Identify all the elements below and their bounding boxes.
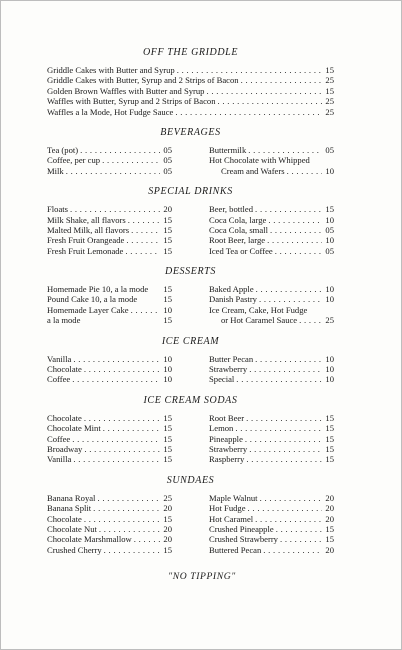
menu-item-name: Root Beer <box>209 412 245 423</box>
menu-item <box>209 246 334 256</box>
menu-item-name: Buttermilk <box>209 144 247 155</box>
menu-item-price: 15 <box>325 454 334 465</box>
menu-item-name: Ice Cream, Cake, Hot Fudge <box>209 304 308 315</box>
menu-item-price: 15 <box>325 443 334 454</box>
menu-item-name: Griddle Cakes with Butter, Syrup and 2 Strips of Bacon <box>47 75 239 86</box>
menu-item-name: a la mode <box>47 315 81 326</box>
dot-leader <box>248 145 322 155</box>
menu-item-name: Golden Brown Waffles with Butter and Syrup <box>47 85 205 96</box>
right-column <box>209 413 334 465</box>
menu-item <box>209 524 334 534</box>
menu-item-price: 05 <box>325 245 334 256</box>
section-ice-cream <box>47 336 334 385</box>
menu-item <box>47 374 172 384</box>
menu-item-name: Milk Shake, all flavors <box>47 214 126 225</box>
menu-item-name: Coca Cola, small <box>209 224 268 235</box>
dot-leader <box>104 545 160 555</box>
menu-item-name: Homemade Layer Cake <box>47 304 129 315</box>
menu-item <box>209 364 334 374</box>
menu-item-price: 10 <box>325 214 334 225</box>
menu-item-name: Waffles a la Mode, Hot Fudge Sauce <box>47 106 174 117</box>
menu-item-price: 15 <box>325 523 334 534</box>
dot-leader <box>275 246 322 256</box>
menu-item <box>47 545 172 555</box>
dot-leader <box>249 444 322 454</box>
two-column-list <box>47 493 334 555</box>
menu-item-price: 10 <box>163 304 172 315</box>
menu-item <box>209 354 334 364</box>
menu-item-price: 05 <box>163 155 172 166</box>
menu-item-price: 20 <box>163 503 172 514</box>
menu-item <box>209 305 334 315</box>
menu-item-name: Maple Walnut <box>209 492 258 503</box>
menu-item-price: 15 <box>163 214 172 225</box>
menu-item-name: Strawberry <box>209 443 248 454</box>
dot-leader <box>299 315 322 325</box>
menu-item <box>209 294 334 304</box>
menu-item <box>209 503 334 513</box>
dot-leader <box>66 166 160 176</box>
section-heading: SUNDAES <box>166 474 215 486</box>
menu-item-name: Milk <box>47 165 64 176</box>
menu-item-price: 05 <box>163 144 172 155</box>
menu-item-name: Coffee <box>47 374 71 385</box>
menu-item <box>209 534 334 544</box>
section-off-the-griddle <box>47 47 334 117</box>
menu-item-price: 15 <box>163 245 172 256</box>
dot-leader <box>255 354 322 364</box>
dot-leader <box>84 413 160 423</box>
menu-item <box>47 364 172 374</box>
menu-item-name: Strawberry <box>209 364 248 375</box>
menu-item <box>209 545 334 555</box>
menu-item-name: Crushed Strawberry <box>209 534 278 545</box>
menu-item-name: Fresh Fruit Orangeade <box>47 235 125 246</box>
menu-item-price: 25 <box>325 96 334 107</box>
menu-item <box>209 413 334 423</box>
menu-item <box>47 246 172 256</box>
menu-item <box>209 204 334 214</box>
left-column <box>47 354 172 385</box>
two-column-list <box>47 354 334 385</box>
menu-item <box>47 65 334 75</box>
menu-item <box>47 315 172 325</box>
menu-item <box>47 294 172 304</box>
dot-leader <box>241 75 322 85</box>
section-heading: SPECIAL DRINKS <box>148 186 233 198</box>
menu-item-name: Lemon <box>209 423 234 434</box>
menu-item-price: 20 <box>163 204 172 215</box>
menu-item-price: 15 <box>325 412 334 423</box>
menu-item <box>209 493 334 503</box>
menu-item <box>47 305 172 315</box>
dot-leader <box>246 454 322 464</box>
section-heading: DESSERTS <box>165 266 216 278</box>
menu-item <box>47 75 334 85</box>
dot-leader <box>175 107 322 117</box>
dot-leader <box>256 284 322 294</box>
menu-item-name: Vanilla <box>47 353 72 364</box>
menu-item-price: 15 <box>163 423 172 434</box>
menu-item-price: 10 <box>325 364 334 375</box>
menu-item-price: 10 <box>325 165 334 176</box>
menu-item <box>209 166 334 176</box>
menu-item-name: Chocolate Mint <box>47 423 101 434</box>
section-special-drinks <box>47 186 334 256</box>
menu-item <box>47 204 172 214</box>
menu-item-name: or Hot Caramel Sauce <box>221 315 298 326</box>
menu-item-price: 15 <box>163 443 172 454</box>
menu-item-price: 05 <box>325 144 334 155</box>
dot-leader <box>270 225 322 235</box>
left-column <box>47 413 172 465</box>
right-column <box>209 204 334 256</box>
section-sundaes <box>47 475 334 555</box>
menu-item <box>209 225 334 235</box>
dot-leader <box>235 423 322 433</box>
left-column <box>47 204 172 256</box>
menu-item-price: 20 <box>325 513 334 524</box>
menu-item <box>209 444 334 454</box>
menu-item-name: Tea (pot) <box>47 144 79 155</box>
menu-item-price: 15 <box>163 544 172 555</box>
dot-leader <box>267 235 322 245</box>
dot-leader <box>84 444 160 454</box>
section-heading: ICE CREAM SODAS <box>143 394 238 406</box>
menu-item-name: Homemade Pie 10, a la mode <box>47 284 149 295</box>
menu-item-price: 15 <box>325 423 334 434</box>
menu-item <box>47 524 172 534</box>
menu-item-name: Buttered Pecan <box>209 544 262 555</box>
menu-item-name: Crushed Cherry <box>47 544 102 555</box>
menu-item-price: 15 <box>163 412 172 423</box>
dot-leader <box>131 305 160 315</box>
dot-leader <box>246 413 322 423</box>
dot-leader <box>128 215 160 225</box>
menu-item-name: Floats <box>47 204 69 215</box>
menu-item-name: Hot Caramel <box>209 513 254 524</box>
menu-item <box>209 434 334 444</box>
menu-item <box>47 107 334 117</box>
dot-leader <box>73 454 160 464</box>
menu-body <box>47 47 334 565</box>
menu-item-price: 15 <box>163 235 172 246</box>
two-column-list <box>47 145 334 176</box>
menu-item-price: 25 <box>325 315 334 326</box>
menu-item-price: 15 <box>163 224 172 235</box>
dot-leader <box>287 166 322 176</box>
menu-item <box>47 86 334 96</box>
menu-item <box>47 423 172 433</box>
menu-item <box>47 225 172 235</box>
left-column <box>47 145 172 176</box>
menu-item <box>209 374 334 384</box>
dot-leader <box>93 503 160 513</box>
dot-leader <box>72 374 160 384</box>
dot-leader <box>177 65 322 75</box>
menu-item <box>47 454 172 464</box>
dot-leader <box>70 204 160 214</box>
menu-item <box>47 155 172 165</box>
menu-item <box>47 235 172 245</box>
menu-item-name: Chocolate <box>47 513 82 524</box>
menu-item-price: 05 <box>325 224 334 235</box>
menu-item-name: Pineapple <box>209 433 243 444</box>
menu-item-price: 25 <box>325 75 334 86</box>
menu-item-name: Beer, bottled <box>209 204 254 215</box>
menu-item <box>209 514 334 524</box>
menu-item-price: 15 <box>163 315 172 326</box>
dot-leader <box>259 294 322 304</box>
menu-item-price: 10 <box>163 374 172 385</box>
menu-item-price: 15 <box>163 294 172 305</box>
menu-item <box>47 145 172 155</box>
menu-item <box>47 434 172 444</box>
menu-item-name: Hot Chocolate with Whipped <box>209 155 310 166</box>
menu-item-name: Broadway <box>47 443 83 454</box>
menu-item-price: 20 <box>163 534 172 545</box>
menu-item <box>47 166 172 176</box>
menu-item-price: 15 <box>163 513 172 524</box>
menu-item-name: Iced Tea or Coffee <box>209 245 273 256</box>
menu-item-name: Malted Milk, all flavors <box>47 224 130 235</box>
menu-item <box>209 315 334 325</box>
two-column-list <box>47 284 334 326</box>
dot-leader <box>280 534 322 544</box>
dot-leader <box>97 493 160 503</box>
menu-item <box>47 514 172 524</box>
menu-item-name: Banana Split <box>47 503 92 514</box>
menu-item <box>47 354 172 364</box>
dot-leader <box>236 374 322 384</box>
menu-item <box>209 145 334 155</box>
menu-item-price: 10 <box>325 294 334 305</box>
dot-leader <box>249 364 322 374</box>
dot-leader <box>248 503 322 513</box>
menu-item-name: Coca Cola, large <box>209 214 267 225</box>
menu-item-name: Chocolate Nut <box>47 523 97 534</box>
menu-item-name: Chocolate <box>47 412 82 423</box>
right-column <box>209 284 334 326</box>
dot-leader <box>99 524 160 534</box>
menu-item-price: 15 <box>163 433 172 444</box>
dot-leader <box>276 524 322 534</box>
dot-leader <box>126 235 160 245</box>
two-column-list <box>47 204 334 256</box>
left-column <box>47 284 172 326</box>
menu-item <box>47 215 172 225</box>
menu-item-price: 10 <box>325 235 334 246</box>
menu-item-name: Baked Apple <box>209 284 254 295</box>
section-heading: OFF THE GRIDDLE <box>142 47 239 58</box>
menu-item-name: Special <box>209 374 235 385</box>
dot-leader <box>263 545 322 555</box>
menu-item <box>209 215 334 225</box>
dot-leader <box>72 434 160 444</box>
menu-item-name: Cream and Wafers <box>221 165 285 176</box>
menu-item-price: 10 <box>325 284 334 295</box>
menu-item-price: 05 <box>163 165 172 176</box>
dot-leader <box>131 225 160 235</box>
dot-leader <box>218 96 322 106</box>
menu-item <box>47 96 334 106</box>
menu-item-price: 15 <box>325 534 334 545</box>
menu-item-price: 20 <box>325 492 334 503</box>
right-column <box>209 145 334 176</box>
no-tipping-notice: "NO TIPPING" <box>168 571 236 582</box>
menu-item-name: Root Beer, large <box>209 235 266 246</box>
section-heading: BEVERAGES <box>160 126 221 138</box>
menu-item-price: 10 <box>325 353 334 364</box>
menu-item-name: Griddle Cakes with Butter and Syrup <box>47 65 175 75</box>
menu-item-price: 15 <box>325 85 334 96</box>
dot-leader <box>103 423 160 433</box>
menu-item-price: 15 <box>163 284 172 295</box>
menu-item-name: Coffee, per cup <box>47 155 101 166</box>
menu-item-price: 15 <box>325 65 334 75</box>
section-beverages <box>47 127 334 176</box>
menu-item <box>209 454 334 464</box>
menu-item <box>47 444 172 454</box>
menu-item-name: Banana Royal <box>47 492 96 503</box>
dot-leader <box>125 246 160 256</box>
menu-item <box>209 423 334 433</box>
menu-item-price: 10 <box>325 374 334 385</box>
menu-item-price: 10 <box>163 364 172 375</box>
dot-leader <box>255 204 322 214</box>
section-desserts <box>47 266 334 326</box>
menu-item <box>47 413 172 423</box>
menu-item-name: Coffee <box>47 433 71 444</box>
dot-leader <box>102 155 160 165</box>
menu-item-price: 20 <box>325 544 334 555</box>
dot-leader <box>268 215 322 225</box>
dot-leader <box>84 364 160 374</box>
dot-leader <box>80 145 160 155</box>
dot-leader <box>255 514 322 524</box>
dot-leader <box>260 493 322 503</box>
menu-item-price: 25 <box>325 106 334 117</box>
menu-item <box>47 493 172 503</box>
dot-leader <box>206 86 322 96</box>
menu-item-name: Chocolate <box>47 364 82 375</box>
menu-item-name: Vanilla <box>47 454 72 465</box>
menu-item-name: Danish Pastry <box>209 294 257 305</box>
section-heading: ICE CREAM <box>161 335 220 347</box>
menu-item <box>47 284 172 294</box>
dot-leader <box>84 514 160 524</box>
menu-item-name: Waffles with Butter, Syrup and 2 Strips of Bacon <box>47 96 216 107</box>
menu-item-name: Hot Fudge <box>209 503 246 514</box>
menu-item-name: Crushed Pineapple <box>209 523 274 534</box>
menu-item-price: 15 <box>325 204 334 215</box>
dot-leader <box>134 534 160 544</box>
menu-item-price: 25 <box>163 492 172 503</box>
menu-item-price: 15 <box>325 433 334 444</box>
right-column <box>209 493 334 555</box>
dot-leader <box>73 354 160 364</box>
menu-item <box>209 284 334 294</box>
menu-item-price: 20 <box>163 523 172 534</box>
menu-item-name: Fresh Fruit Lemonade <box>47 245 124 256</box>
menu-item <box>209 235 334 245</box>
menu-item <box>47 534 172 544</box>
section-ice-cream-sodas <box>47 395 334 465</box>
dot-leader <box>245 434 322 444</box>
menu-item-price: 15 <box>163 454 172 465</box>
menu-item <box>209 155 334 165</box>
menu-item <box>47 503 172 513</box>
menu-item-price: 20 <box>325 503 334 514</box>
menu-item-price: 10 <box>163 353 172 364</box>
left-column <box>47 493 172 555</box>
right-column <box>209 354 334 385</box>
menu-item-name: Chocolate Marshmallow <box>47 534 132 545</box>
menu-item-name: Pound Cake 10, a la mode <box>47 294 138 305</box>
two-column-list <box>47 413 334 465</box>
menu-item-name: Raspberry <box>209 454 245 465</box>
menu-item-name: Butter Pecan <box>209 353 254 364</box>
